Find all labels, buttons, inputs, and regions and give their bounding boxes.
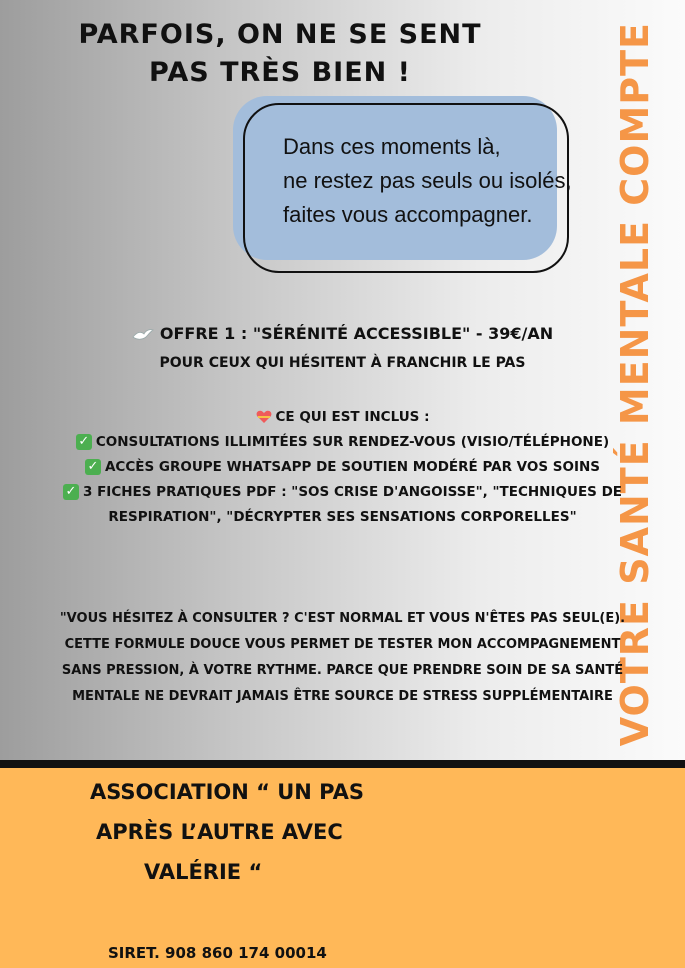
included-item-text: ACCÈS GROUPE WHATSAPP DE SOUTIEN MODÉRÉ PAR VOS SOINS [104,459,601,475]
included-item-text: CONSULTATIONS ILLIMITÉES SUR RENDEZ-VOUS (VISIO/TÉLÉPHONE) [95,434,610,450]
included-item-1 [0,430,685,455]
heart-icon [256,410,272,424]
included-block [0,405,685,530]
side-banner-text: VOTRE SANTÉ MENTALE COMPTE [613,21,657,747]
included-item-text: RESPIRATION", "DÉCRYPTER SES SENSATIONS CORPORELLES" [108,509,577,525]
siret-number: SIRET. 908 860 174 00014 [108,944,327,962]
check-icon: ✓ [85,459,101,475]
association-line-3: VALÉRIE “ [144,860,263,884]
check-icon: ✓ [76,434,92,450]
check-icon: ✓ [63,484,79,500]
offer-title-row [0,322,685,346]
association-name [90,772,410,892]
quote-line-4: MENTALE NE DEVRAIT JAMAIS ÊTRE SOURCE DE STRESS SUPPLÉMENTAIRE [72,689,613,704]
included-item-2 [0,455,685,480]
headline [20,16,540,92]
headline-line-1: PARFOIS, ON NE SE SENT [78,19,482,50]
included-item-3-continued [0,505,685,530]
included-heading: CE QUI EST INCLUS : [275,409,430,425]
quote-line-3: SANS PRESSION, À VOTRE RYTHME. PARCE QUE PRENDRE SOIN DE SA SANTÉ [61,663,624,678]
included-item-3 [0,480,685,505]
quote-line-2: CETTE FORMULE DOUCE VOUS PERMET DE TESTER MON ACCOMPAGNEMENT [64,637,621,652]
offer-subtitle: POUR CEUX QUI HÉSITENT À FRANCHIR LE PAS [159,355,526,371]
offer-title: OFFRE 1 : "SÉRÉNITÉ ACCESSIBLE" - 39€/AN [159,324,554,343]
included-item-text: 3 FICHES PRATIQUES PDF : "SOS CRISE D'ANGOISSE", "TECHNIQUES DE [82,484,623,500]
speech-bubble-text [283,130,572,232]
bubble-line-1: Dans ces moments là, [283,134,501,159]
section-divider [0,760,685,768]
dove-icon [132,328,154,342]
testimonial-quote [0,606,685,710]
association-line-2: APRÈS L’AUTRE AVEC [96,820,343,844]
headline-line-2: PAS TRÈS BIEN ! [149,57,411,88]
quote-line-1: "VOUS HÉSITEZ À CONSULTER ? C'EST NORMAL ET VOUS N'ÊTES PAS SEUL(E). [59,611,626,626]
offer-block [0,322,685,374]
bubble-line-2: ne restez pas seuls ou isolés, [283,168,572,193]
included-heading-row [0,405,685,430]
association-line-1: ASSOCIATION “ UN PAS [90,780,365,804]
bubble-line-3: faites vous accompagner. [283,202,533,227]
